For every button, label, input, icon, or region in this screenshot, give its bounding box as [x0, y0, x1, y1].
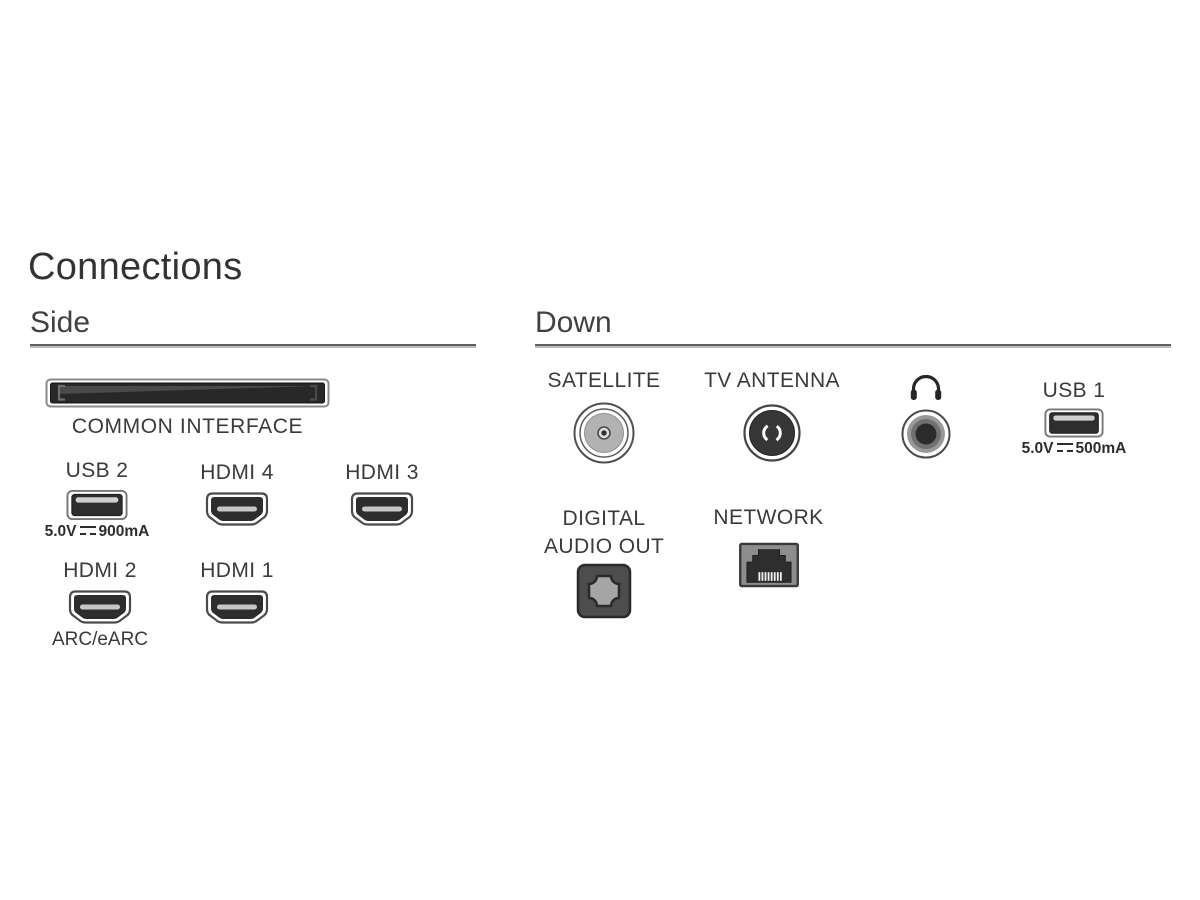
- side-divider: [30, 344, 476, 348]
- port-block-hdmi3: [322, 460, 442, 528]
- headphones-icon: [908, 374, 944, 404]
- ethernet-port-icon: [737, 542, 801, 588]
- port-block-network: [706, 505, 831, 588]
- port-block-hdmi1: [177, 558, 297, 626]
- down-divider: [535, 344, 1171, 348]
- port-label: HDMI 3: [345, 461, 419, 484]
- tv-antenna-connector-icon: [742, 403, 802, 463]
- satellite-connector-icon: [572, 401, 636, 465]
- port-block-hdmi4: [177, 460, 297, 528]
- section-heading-side: Side: [30, 306, 91, 339]
- port-block-headphones: [896, 374, 956, 460]
- page-title: Connections: [28, 246, 243, 288]
- port-label: USB 2: [65, 459, 129, 482]
- common-interface-slot-icon: [45, 378, 330, 408]
- common-interface-label: COMMON INTERFACE: [71, 415, 304, 438]
- current-value: 900mA: [98, 523, 150, 540]
- port-block-usb1: [1014, 378, 1134, 458]
- port-label: SATELLITE: [547, 369, 661, 392]
- hdmi-port-icon: [349, 490, 415, 528]
- port-label: USB 1: [1042, 379, 1106, 402]
- usb-port-icon: [66, 489, 128, 521]
- port-label: TV ANTENNA: [704, 369, 840, 392]
- usb-port-icon: [1043, 408, 1105, 438]
- port-label-line1: DIGITAL: [562, 507, 646, 530]
- port-label: NETWORK: [713, 506, 824, 529]
- port-label: HDMI 2: [63, 559, 137, 582]
- hdmi-port-icon: [204, 588, 270, 626]
- port-block-usb2: [37, 458, 157, 541]
- audio-jack-icon: [900, 408, 952, 460]
- hdmi-port-icon: [204, 490, 270, 528]
- port-block-tv-antenna: [702, 368, 842, 463]
- current-value: 500mA: [1075, 440, 1127, 457]
- port-label-line2: AUDIO OUT: [544, 535, 665, 558]
- port-block-hdmi2: [40, 558, 160, 651]
- usb1-power-rating: [1014, 440, 1134, 458]
- usb2-power-rating: [37, 523, 157, 541]
- port-block-digital-audio-out: [544, 505, 664, 619]
- voltage-value: 5.0V: [44, 523, 77, 540]
- toslink-port-icon: [576, 563, 632, 619]
- common-interface-block: [45, 378, 330, 439]
- hdmi2-arc-label: ARC/eARC: [51, 629, 149, 650]
- dc-symbol-icon: [79, 525, 97, 536]
- dc-symbol-icon: [1056, 442, 1074, 453]
- port-label: HDMI 4: [200, 461, 274, 484]
- port-block-satellite: [544, 368, 664, 465]
- voltage-value: 5.0V: [1021, 440, 1054, 457]
- hdmi-port-icon: [67, 588, 133, 626]
- port-label: HDMI 1: [200, 559, 274, 582]
- section-heading-down: Down: [535, 306, 612, 339]
